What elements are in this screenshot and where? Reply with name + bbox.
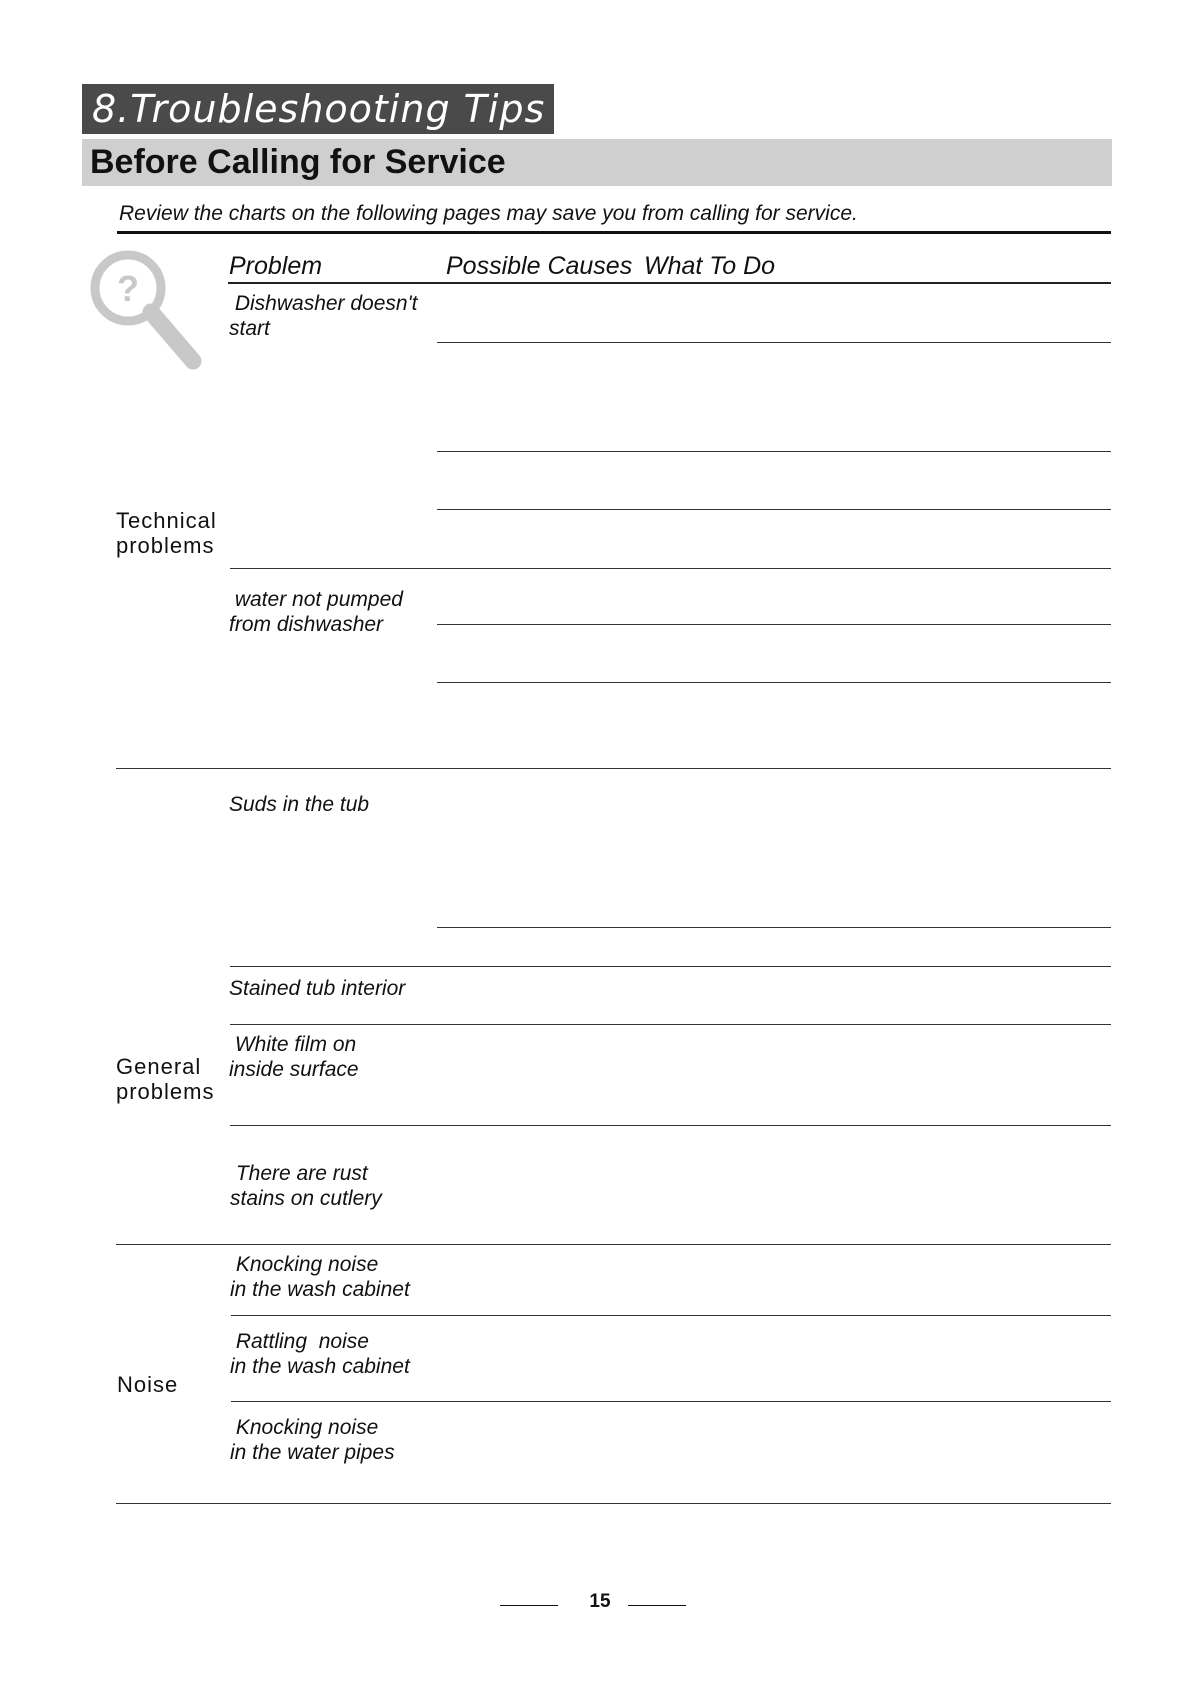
page-number-rule-left — [500, 1605, 558, 1606]
row-divider — [231, 1401, 1111, 1402]
row-divider — [230, 568, 1111, 569]
row-divider — [437, 624, 1111, 625]
row-divider — [437, 682, 1111, 683]
question-mark-glyph: ? — [117, 268, 139, 309]
intro-text: Review the charts on the following pages may save you from calling for service. — [119, 202, 858, 225]
row-divider — [230, 1024, 1111, 1025]
row-divider — [437, 342, 1111, 343]
problem-suds-in-tub: Suds in the tub — [229, 793, 370, 816]
category-technical: Technical problems — [116, 508, 217, 558]
section-divider — [116, 1244, 1111, 1245]
problem-dishwasher-doesnt-start: Dishwasher doesn't start — [229, 292, 418, 340]
problem-white-film: White film on inside surface — [229, 1033, 359, 1081]
page-number: 15 — [589, 1591, 611, 1612]
table-bottom-rule — [116, 1503, 1111, 1504]
problem-rattling-cabinet: Rattling noise in the wash cabinet — [230, 1330, 410, 1378]
column-header-what-to-do: What To Do — [644, 252, 776, 280]
row-divider — [437, 509, 1111, 510]
problem-knocking-pipes: Knocking noise in the water pipes — [230, 1416, 395, 1464]
row-divider — [231, 1315, 1111, 1316]
header-divider — [117, 231, 1111, 234]
page-number-rule-right — [628, 1605, 686, 1606]
magnifier-question-icon — [88, 248, 208, 374]
problem-stained-tub: Stained tub interior — [229, 977, 406, 1000]
column-header-rule — [228, 282, 1111, 284]
page-subtitle: Before Calling for Service — [90, 143, 506, 181]
problem-water-not-pumped: water not pumped from dishwasher — [229, 588, 403, 636]
problem-knocking-cabinet: Knocking noise in the wash cabinet — [230, 1253, 410, 1301]
problem-rust-stains: There are rust stains on cutlery — [230, 1162, 382, 1210]
row-divider — [437, 927, 1111, 928]
row-divider — [230, 966, 1111, 967]
row-divider — [230, 1125, 1111, 1126]
column-header-problem: Problem — [229, 252, 323, 280]
category-general: General problems — [116, 1054, 215, 1104]
section-divider — [116, 768, 1111, 769]
category-noise: Noise — [117, 1372, 179, 1397]
row-divider — [437, 451, 1111, 452]
section-title: 8.Troubleshooting Tips — [92, 87, 546, 131]
column-header-causes: Possible Causes — [446, 252, 633, 280]
